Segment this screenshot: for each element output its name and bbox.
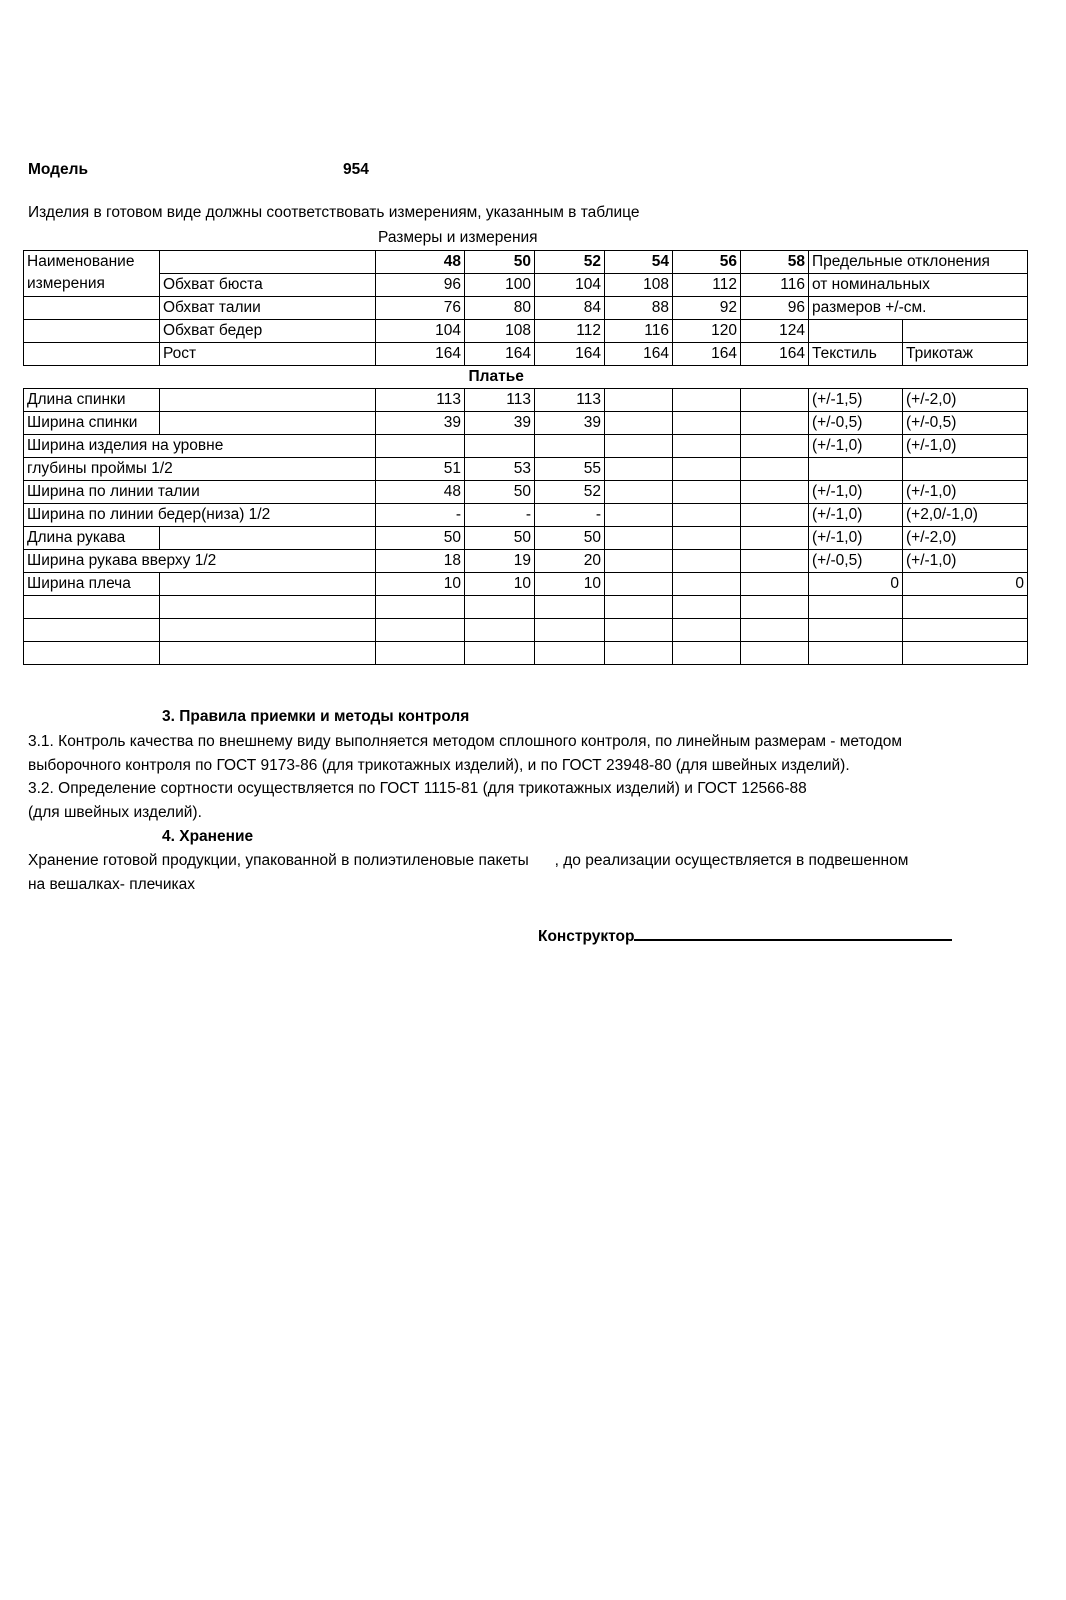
empty-cell [160, 595, 376, 618]
textile-tolerance: (+/-1,0) [809, 526, 903, 549]
empty-cell [673, 595, 741, 618]
col-header-name: Наименование [24, 250, 160, 273]
measure-value: 164 [673, 342, 741, 365]
empty-cell [809, 641, 903, 664]
empty-cell [605, 503, 673, 526]
garment-value: 10 [535, 572, 605, 595]
garment-row [24, 411, 1028, 434]
measure-value: 164 [376, 342, 465, 365]
measure-value: 76 [376, 296, 465, 319]
measure-value: 164 [605, 342, 673, 365]
intro-text: Изделия в готовом виде должны соответствовать измерениям, указанным в таблице [28, 204, 640, 221]
garment-value: 19 [465, 549, 535, 572]
measure-value: 104 [376, 319, 465, 342]
measurements-table [23, 250, 1028, 665]
empty-cell [741, 526, 809, 549]
garment-value: 48 [376, 480, 465, 503]
textile-label: Текстиль [809, 342, 903, 365]
measure-value: 164 [535, 342, 605, 365]
textile-tolerance: (+/-1,0) [809, 480, 903, 503]
size-header-row [24, 250, 1028, 273]
garment-value: 50 [465, 480, 535, 503]
garment-value: 20 [535, 549, 605, 572]
garment-value: - [465, 503, 535, 526]
section3-line2: выборочного контроля по ГОСТ 9173-86 (для трикотажных изделий), и по ГОСТ 23948-80 (для швейных изделий). [28, 757, 850, 774]
col-header-name-2: измерения [24, 273, 160, 296]
signature-line [634, 925, 952, 941]
garment-value [376, 434, 465, 457]
empty-row [24, 618, 1028, 641]
garment-value: - [535, 503, 605, 526]
size-header: 56 [673, 250, 741, 273]
knit-tolerance: (+/-2,0) [903, 526, 1028, 549]
empty-cell [465, 618, 535, 641]
empty-cell [376, 618, 465, 641]
garment-value: - [376, 503, 465, 526]
knit-tolerance: (+/-1,0) [903, 434, 1028, 457]
measure-value: 100 [465, 273, 535, 296]
knit-tolerance: (+/-1,0) [903, 549, 1028, 572]
measure-value: 96 [376, 273, 465, 296]
textile-tolerance: (+/-1,5) [809, 388, 903, 411]
measure-label: Обхват бюста [160, 273, 376, 296]
garment-row [24, 388, 1028, 411]
size-header: 54 [605, 250, 673, 273]
empty-cell [741, 618, 809, 641]
signature-label: Конструктор [538, 928, 635, 945]
empty-cell [535, 595, 605, 618]
garment-row [24, 526, 1028, 549]
knit-tolerance: (+/-0,5) [903, 411, 1028, 434]
textile-tolerance: (+/-1,0) [809, 434, 903, 457]
measure-value: 104 [535, 273, 605, 296]
garment-value: 39 [465, 411, 535, 434]
tolerance-header: Предельные отклонения [809, 250, 1028, 273]
section4-line2: на вешалках- плечиках [28, 876, 195, 893]
empty-cell [160, 618, 376, 641]
empty-cell [741, 641, 809, 664]
model-number: 954 [343, 161, 369, 178]
empty-cell [741, 480, 809, 503]
garment-label: Длина рукава [24, 526, 160, 549]
measure-value: 108 [605, 273, 673, 296]
section4-title: 4. Хранение [162, 828, 254, 845]
empty-cell [160, 250, 376, 273]
empty-cell [160, 526, 376, 549]
empty-cell [673, 572, 741, 595]
knit-label: Трикотаж [903, 342, 1028, 365]
garment-value: 39 [535, 411, 605, 434]
section3-title: 3. Правила приемки и методы контроля [162, 708, 470, 725]
empty-cell [376, 641, 465, 664]
garment-value: 10 [465, 572, 535, 595]
textile-tolerance: (+/-0,5) [809, 411, 903, 434]
measure-label: Рост [160, 342, 376, 365]
empty-cell [605, 411, 673, 434]
garment-value: 113 [465, 388, 535, 411]
garment-label: Ширина спинки [24, 411, 160, 434]
empty-cell [160, 411, 376, 434]
empty-cell [809, 595, 903, 618]
empty-cell [535, 641, 605, 664]
empty-cell [605, 595, 673, 618]
garment-value: 50 [535, 526, 605, 549]
garment-label: Ширина по линии талии [24, 480, 376, 503]
empty-cell [673, 457, 741, 480]
empty-cell [673, 526, 741, 549]
measure-value: 120 [673, 319, 741, 342]
garment-label: Ширина рукава вверху 1/2 [24, 549, 376, 572]
garment-row [24, 480, 1028, 503]
empty-cell [24, 618, 160, 641]
empty-cell [160, 388, 376, 411]
empty-cell [605, 572, 673, 595]
garment-value [535, 434, 605, 457]
textile-tolerance: 0 [809, 572, 903, 595]
garment-value: 51 [376, 457, 465, 480]
section3-line4: (для швейных изделий). [28, 804, 202, 821]
empty-cell [465, 595, 535, 618]
empty-cell [903, 319, 1028, 342]
empty-cell [673, 618, 741, 641]
measure-value: 164 [741, 342, 809, 365]
empty-cell [24, 342, 160, 365]
garment-row [24, 503, 1028, 526]
empty-row [24, 641, 1028, 664]
knit-tolerance [903, 457, 1028, 480]
measure-value: 164 [465, 342, 535, 365]
garment-row [24, 549, 1028, 572]
empty-cell [465, 641, 535, 664]
section-title: Платье [468, 367, 524, 385]
empty-cell [160, 572, 376, 595]
garment-label: Длина спинки [24, 388, 160, 411]
empty-cell [673, 503, 741, 526]
section3-line1: 3.1. Контроль качества по внешнему виду выполняется методом сплошного контроля, по линейным размерам - методом [28, 733, 903, 750]
empty-cell [741, 457, 809, 480]
measure-value: 80 [465, 296, 535, 319]
textile-tolerance: (+/-1,0) [809, 503, 903, 526]
measure-value: 88 [605, 296, 673, 319]
measure-value: 84 [535, 296, 605, 319]
body-measure-row [24, 342, 1028, 365]
empty-cell [903, 641, 1028, 664]
empty-cell [160, 641, 376, 664]
empty-cell [24, 296, 160, 319]
empty-cell [741, 411, 809, 434]
empty-cell [605, 434, 673, 457]
empty-cell [903, 595, 1028, 618]
body-measure-row [24, 296, 1028, 319]
empty-row [24, 595, 1028, 618]
garment-label: Ширина плеча [24, 572, 160, 595]
table-caption: Размеры и измерения [378, 229, 538, 246]
size-header: 50 [465, 250, 535, 273]
garment-value [465, 434, 535, 457]
empty-cell [809, 618, 903, 641]
empty-cell [605, 388, 673, 411]
knit-tolerance: (+/-1,0) [903, 480, 1028, 503]
size-header: 48 [376, 250, 465, 273]
model-label: Модель [28, 161, 89, 178]
size-header: 58 [741, 250, 809, 273]
garment-value: 18 [376, 549, 465, 572]
size-header: 52 [535, 250, 605, 273]
body-measure-row [24, 319, 1028, 342]
measure-value: 124 [741, 319, 809, 342]
garment-value: 52 [535, 480, 605, 503]
measure-label: Обхват бедер [160, 319, 376, 342]
section4-line1: Хранение готовой продукции, упакованной в полиэтиленовые пакеты , до реализации осуществляется в подвешенном [28, 852, 909, 869]
empty-cell [605, 618, 673, 641]
empty-cell [741, 434, 809, 457]
garment-label: Ширина изделия на уровне [24, 434, 376, 457]
tolerance-sub1: от номинальных [809, 273, 1028, 296]
tolerance-sub2: размеров +/-см. [809, 296, 1028, 319]
measure-value: 116 [741, 273, 809, 296]
empty-cell [741, 503, 809, 526]
empty-cell [903, 618, 1028, 641]
signature-block [538, 925, 952, 946]
empty-cell [24, 595, 160, 618]
empty-cell [605, 526, 673, 549]
empty-cell [24, 319, 160, 342]
garment-value: 55 [535, 457, 605, 480]
empty-cell [605, 480, 673, 503]
measure-label: Обхват талии [160, 296, 376, 319]
empty-cell [673, 641, 741, 664]
garment-value: 50 [465, 526, 535, 549]
garment-value: 50 [376, 526, 465, 549]
knit-tolerance: 0 [903, 572, 1028, 595]
empty-cell [741, 572, 809, 595]
garment-value: 39 [376, 411, 465, 434]
textile-tolerance: (+/-0,5) [809, 549, 903, 572]
empty-cell [535, 618, 605, 641]
garment-row [24, 457, 1028, 480]
garment-value: 53 [465, 457, 535, 480]
empty-cell [673, 388, 741, 411]
body-measure-row [24, 273, 1028, 296]
knit-tolerance: (+/-2,0) [903, 388, 1028, 411]
garment-label: Ширина по линии бедер(низа) 1/2 [24, 503, 376, 526]
empty-cell [673, 434, 741, 457]
empty-cell [24, 641, 160, 664]
garment-value: 113 [535, 388, 605, 411]
garment-value: 10 [376, 572, 465, 595]
measure-value: 112 [535, 319, 605, 342]
garment-row [24, 572, 1028, 595]
textile-tolerance [809, 457, 903, 480]
empty-cell [741, 388, 809, 411]
garment-label: глубины проймы 1/2 [24, 457, 376, 480]
measure-value: 112 [673, 273, 741, 296]
measure-value: 92 [673, 296, 741, 319]
measure-value: 108 [465, 319, 535, 342]
measure-value: 96 [741, 296, 809, 319]
garment-row [24, 434, 1028, 457]
section3-line3: 3.2. Определение сортности осуществляется по ГОСТ 1115-81 (для трикотажных изделий) и ГОСТ 12566-88 [28, 780, 807, 797]
empty-cell [741, 595, 809, 618]
empty-cell [673, 549, 741, 572]
empty-cell [605, 641, 673, 664]
empty-cell [605, 549, 673, 572]
empty-cell [673, 411, 741, 434]
knit-tolerance: (+2,0/-1,0) [903, 503, 1028, 526]
empty-cell [673, 480, 741, 503]
measure-value: 116 [605, 319, 673, 342]
empty-cell [376, 595, 465, 618]
garment-value: 113 [376, 388, 465, 411]
empty-cell [809, 319, 903, 342]
empty-cell [605, 457, 673, 480]
empty-cell [741, 549, 809, 572]
section-title-row [24, 365, 1028, 388]
